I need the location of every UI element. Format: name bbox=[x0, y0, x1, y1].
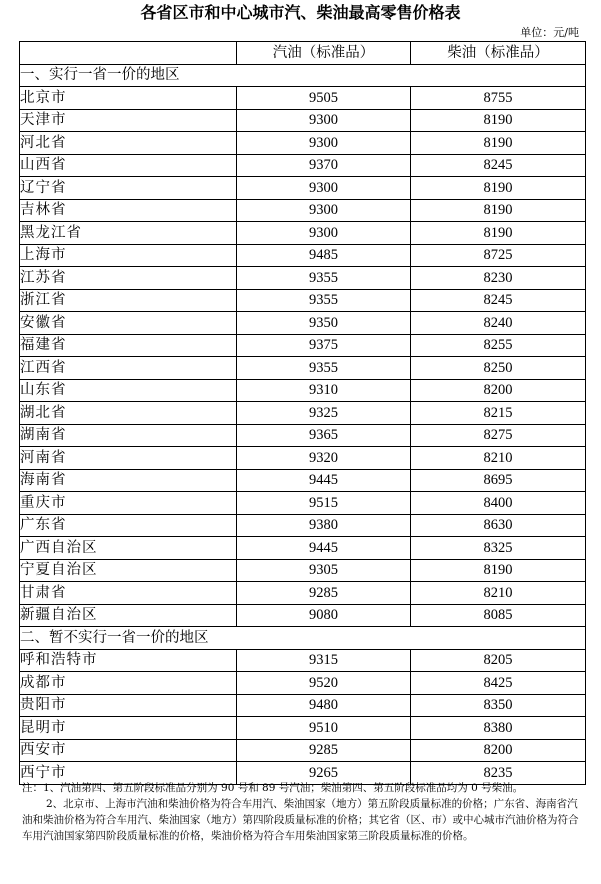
gasoline-price-cell: 9520 bbox=[237, 672, 411, 695]
region-name-cell: 江苏省 bbox=[20, 267, 237, 290]
diesel-price-cell: 8190 bbox=[411, 132, 586, 155]
gasoline-price-cell: 9355 bbox=[237, 289, 411, 312]
region-name-cell: 上海市 bbox=[20, 244, 237, 267]
diesel-price-cell: 8255 bbox=[411, 334, 586, 357]
table-row bbox=[20, 739, 586, 762]
price-table bbox=[19, 41, 586, 785]
table-row bbox=[20, 447, 586, 470]
table-row bbox=[20, 289, 586, 312]
price-table-body bbox=[20, 42, 586, 785]
gasoline-price-cell: 9480 bbox=[237, 694, 411, 717]
gasoline-price-cell: 9300 bbox=[237, 177, 411, 200]
gasoline-price-cell: 9265 bbox=[237, 762, 411, 785]
region-name-cell: 辽宁省 bbox=[20, 177, 237, 200]
region-name-cell: 天津市 bbox=[20, 109, 237, 132]
diesel-price-cell: 8235 bbox=[411, 762, 586, 785]
gasoline-price-cell: 9445 bbox=[237, 537, 411, 560]
region-name-cell: 山东省 bbox=[20, 379, 237, 402]
table-row bbox=[20, 199, 586, 222]
region-header bbox=[20, 42, 237, 65]
table-row bbox=[20, 334, 586, 357]
region-name-cell: 呼和浩特市 bbox=[20, 649, 237, 672]
gasoline-price-cell: 9380 bbox=[237, 514, 411, 537]
diesel-price-cell: 8245 bbox=[411, 154, 586, 177]
gasoline-price-cell: 9300 bbox=[237, 132, 411, 155]
diesel-price-cell: 8425 bbox=[411, 672, 586, 695]
table-row bbox=[20, 222, 586, 245]
gasoline-price-cell: 9510 bbox=[237, 717, 411, 740]
table-row bbox=[20, 244, 586, 267]
region-name-cell: 西安市 bbox=[20, 739, 237, 762]
diesel-price-cell: 8695 bbox=[411, 469, 586, 492]
region-name-cell: 宁夏自治区 bbox=[20, 559, 237, 582]
diesel-price-cell: 8210 bbox=[411, 447, 586, 470]
diesel-price-cell: 8400 bbox=[411, 492, 586, 515]
gasoline-header: 汽油（标准品） bbox=[237, 42, 411, 65]
table-row bbox=[20, 694, 586, 717]
table-row bbox=[20, 492, 586, 515]
table-row bbox=[20, 267, 586, 290]
notes bbox=[22, 780, 582, 844]
diesel-price-cell: 8275 bbox=[411, 424, 586, 447]
region-name-cell: 河北省 bbox=[20, 132, 237, 155]
diesel-price-cell: 8630 bbox=[411, 514, 586, 537]
gasoline-price-cell: 9300 bbox=[237, 222, 411, 245]
region-name-cell: 江西省 bbox=[20, 357, 237, 380]
diesel-price-cell: 8205 bbox=[411, 649, 586, 672]
document-title: 各省区市和中心城市汽、柴油最高零售价格表 bbox=[140, 3, 461, 22]
gasoline-price-cell: 9285 bbox=[237, 582, 411, 605]
region-name-cell: 湖北省 bbox=[20, 402, 237, 425]
gasoline-price-cell: 9375 bbox=[237, 334, 411, 357]
table-row bbox=[20, 514, 586, 537]
region-name-cell: 福建省 bbox=[20, 334, 237, 357]
note-1: 注：1、汽油第四、第五阶段标准品分别为 90 号和 89 号汽油；柴油第四、第五阶段标准品均为 0 号柴油。 bbox=[22, 782, 524, 794]
diesel-price-cell: 8325 bbox=[411, 537, 586, 560]
region-name-cell: 海南省 bbox=[20, 469, 237, 492]
gasoline-price-cell: 9505 bbox=[237, 87, 411, 110]
diesel-header: 柴油（标准品） bbox=[411, 42, 586, 65]
diesel-price-cell: 8200 bbox=[411, 379, 586, 402]
diesel-price-cell: 8190 bbox=[411, 559, 586, 582]
gasoline-price-cell: 9310 bbox=[237, 379, 411, 402]
section-row bbox=[20, 627, 586, 650]
diesel-price-cell: 8240 bbox=[411, 312, 586, 335]
diesel-price-cell: 8230 bbox=[411, 267, 586, 290]
diesel-price-cell: 8250 bbox=[411, 357, 586, 380]
gasoline-price-cell: 9355 bbox=[237, 357, 411, 380]
section-label: 一、实行一省一价的地区 bbox=[20, 64, 586, 87]
table-row bbox=[20, 604, 586, 627]
table-row bbox=[20, 87, 586, 110]
region-name-cell: 吉林省 bbox=[20, 199, 237, 222]
region-name-cell: 西宁市 bbox=[20, 762, 237, 785]
region-name-cell: 安徽省 bbox=[20, 312, 237, 335]
section-label: 二、暂不实行一省一价的地区 bbox=[20, 627, 586, 650]
section-row bbox=[20, 64, 586, 87]
gasoline-price-cell: 9305 bbox=[237, 559, 411, 582]
diesel-price-cell: 8725 bbox=[411, 244, 586, 267]
table-row bbox=[20, 132, 586, 155]
table-row bbox=[20, 537, 586, 560]
table-row bbox=[20, 717, 586, 740]
table-row bbox=[20, 154, 586, 177]
diesel-price-cell: 8215 bbox=[411, 402, 586, 425]
region-name-cell: 浙江省 bbox=[20, 289, 237, 312]
diesel-price-cell: 8210 bbox=[411, 582, 586, 605]
table-row bbox=[20, 469, 586, 492]
diesel-price-cell: 8085 bbox=[411, 604, 586, 627]
region-name-cell: 北京市 bbox=[20, 87, 237, 110]
table-row bbox=[20, 312, 586, 335]
table-row bbox=[20, 402, 586, 425]
region-name-cell: 甘肃省 bbox=[20, 582, 237, 605]
region-name-cell: 新疆自治区 bbox=[20, 604, 237, 627]
gasoline-price-cell: 9300 bbox=[237, 199, 411, 222]
region-name-cell: 贵阳市 bbox=[20, 694, 237, 717]
region-name-cell: 广东省 bbox=[20, 514, 237, 537]
gasoline-price-cell: 9080 bbox=[237, 604, 411, 627]
diesel-price-cell: 8190 bbox=[411, 177, 586, 200]
region-name-cell: 黑龙江省 bbox=[20, 222, 237, 245]
gasoline-price-cell: 9355 bbox=[237, 267, 411, 290]
note-2: 2、北京市、上海市汽油和柴油价格为符合车用汽、柴油国家（地方）第五阶段质量标准的价格；广东省、海南省汽油和柴油价格为符合车用汽、柴油国家（地方）第四阶段质量标准的价格；其它省（区、市）或中心城市汽油价格为符合车用汽油国家第四阶段质量标准的价格，柴油价格为符合车用柴油国家第三阶段质量标准的价格。 bbox=[22, 798, 579, 842]
region-name-cell: 河南省 bbox=[20, 447, 237, 470]
gasoline-price-cell: 9320 bbox=[237, 447, 411, 470]
region-name-cell: 昆明市 bbox=[20, 717, 237, 740]
gasoline-price-cell: 9370 bbox=[237, 154, 411, 177]
gasoline-price-cell: 9315 bbox=[237, 649, 411, 672]
table-row bbox=[20, 649, 586, 672]
diesel-price-cell: 8755 bbox=[411, 87, 586, 110]
table-row bbox=[20, 672, 586, 695]
table-row bbox=[20, 379, 586, 402]
diesel-price-cell: 8245 bbox=[411, 289, 586, 312]
table-row bbox=[20, 559, 586, 582]
diesel-price-cell: 8190 bbox=[411, 222, 586, 245]
gasoline-price-cell: 9445 bbox=[237, 469, 411, 492]
region-name-cell: 成都市 bbox=[20, 672, 237, 695]
diesel-price-cell: 8350 bbox=[411, 694, 586, 717]
gasoline-price-cell: 9485 bbox=[237, 244, 411, 267]
gasoline-price-cell: 9365 bbox=[237, 424, 411, 447]
gasoline-price-cell: 9300 bbox=[237, 109, 411, 132]
diesel-price-cell: 8190 bbox=[411, 199, 586, 222]
region-name-cell: 湖南省 bbox=[20, 424, 237, 447]
gasoline-price-cell: 9515 bbox=[237, 492, 411, 515]
table-row bbox=[20, 177, 586, 200]
table-row bbox=[20, 424, 586, 447]
gasoline-price-cell: 9350 bbox=[237, 312, 411, 335]
region-name-cell: 山西省 bbox=[20, 154, 237, 177]
region-name-cell: 重庆市 bbox=[20, 492, 237, 515]
region-name-cell: 广西自治区 bbox=[20, 537, 237, 560]
unit-label: 单位：元/吨 bbox=[520, 26, 579, 39]
gasoline-price-cell: 9325 bbox=[237, 402, 411, 425]
gasoline-price-cell: 9285 bbox=[237, 739, 411, 762]
table-row bbox=[20, 582, 586, 605]
diesel-price-cell: 8190 bbox=[411, 109, 586, 132]
diesel-price-cell: 8380 bbox=[411, 717, 586, 740]
table-row bbox=[20, 109, 586, 132]
table-row bbox=[20, 357, 586, 380]
diesel-price-cell: 8200 bbox=[411, 739, 586, 762]
header-row bbox=[20, 42, 586, 65]
